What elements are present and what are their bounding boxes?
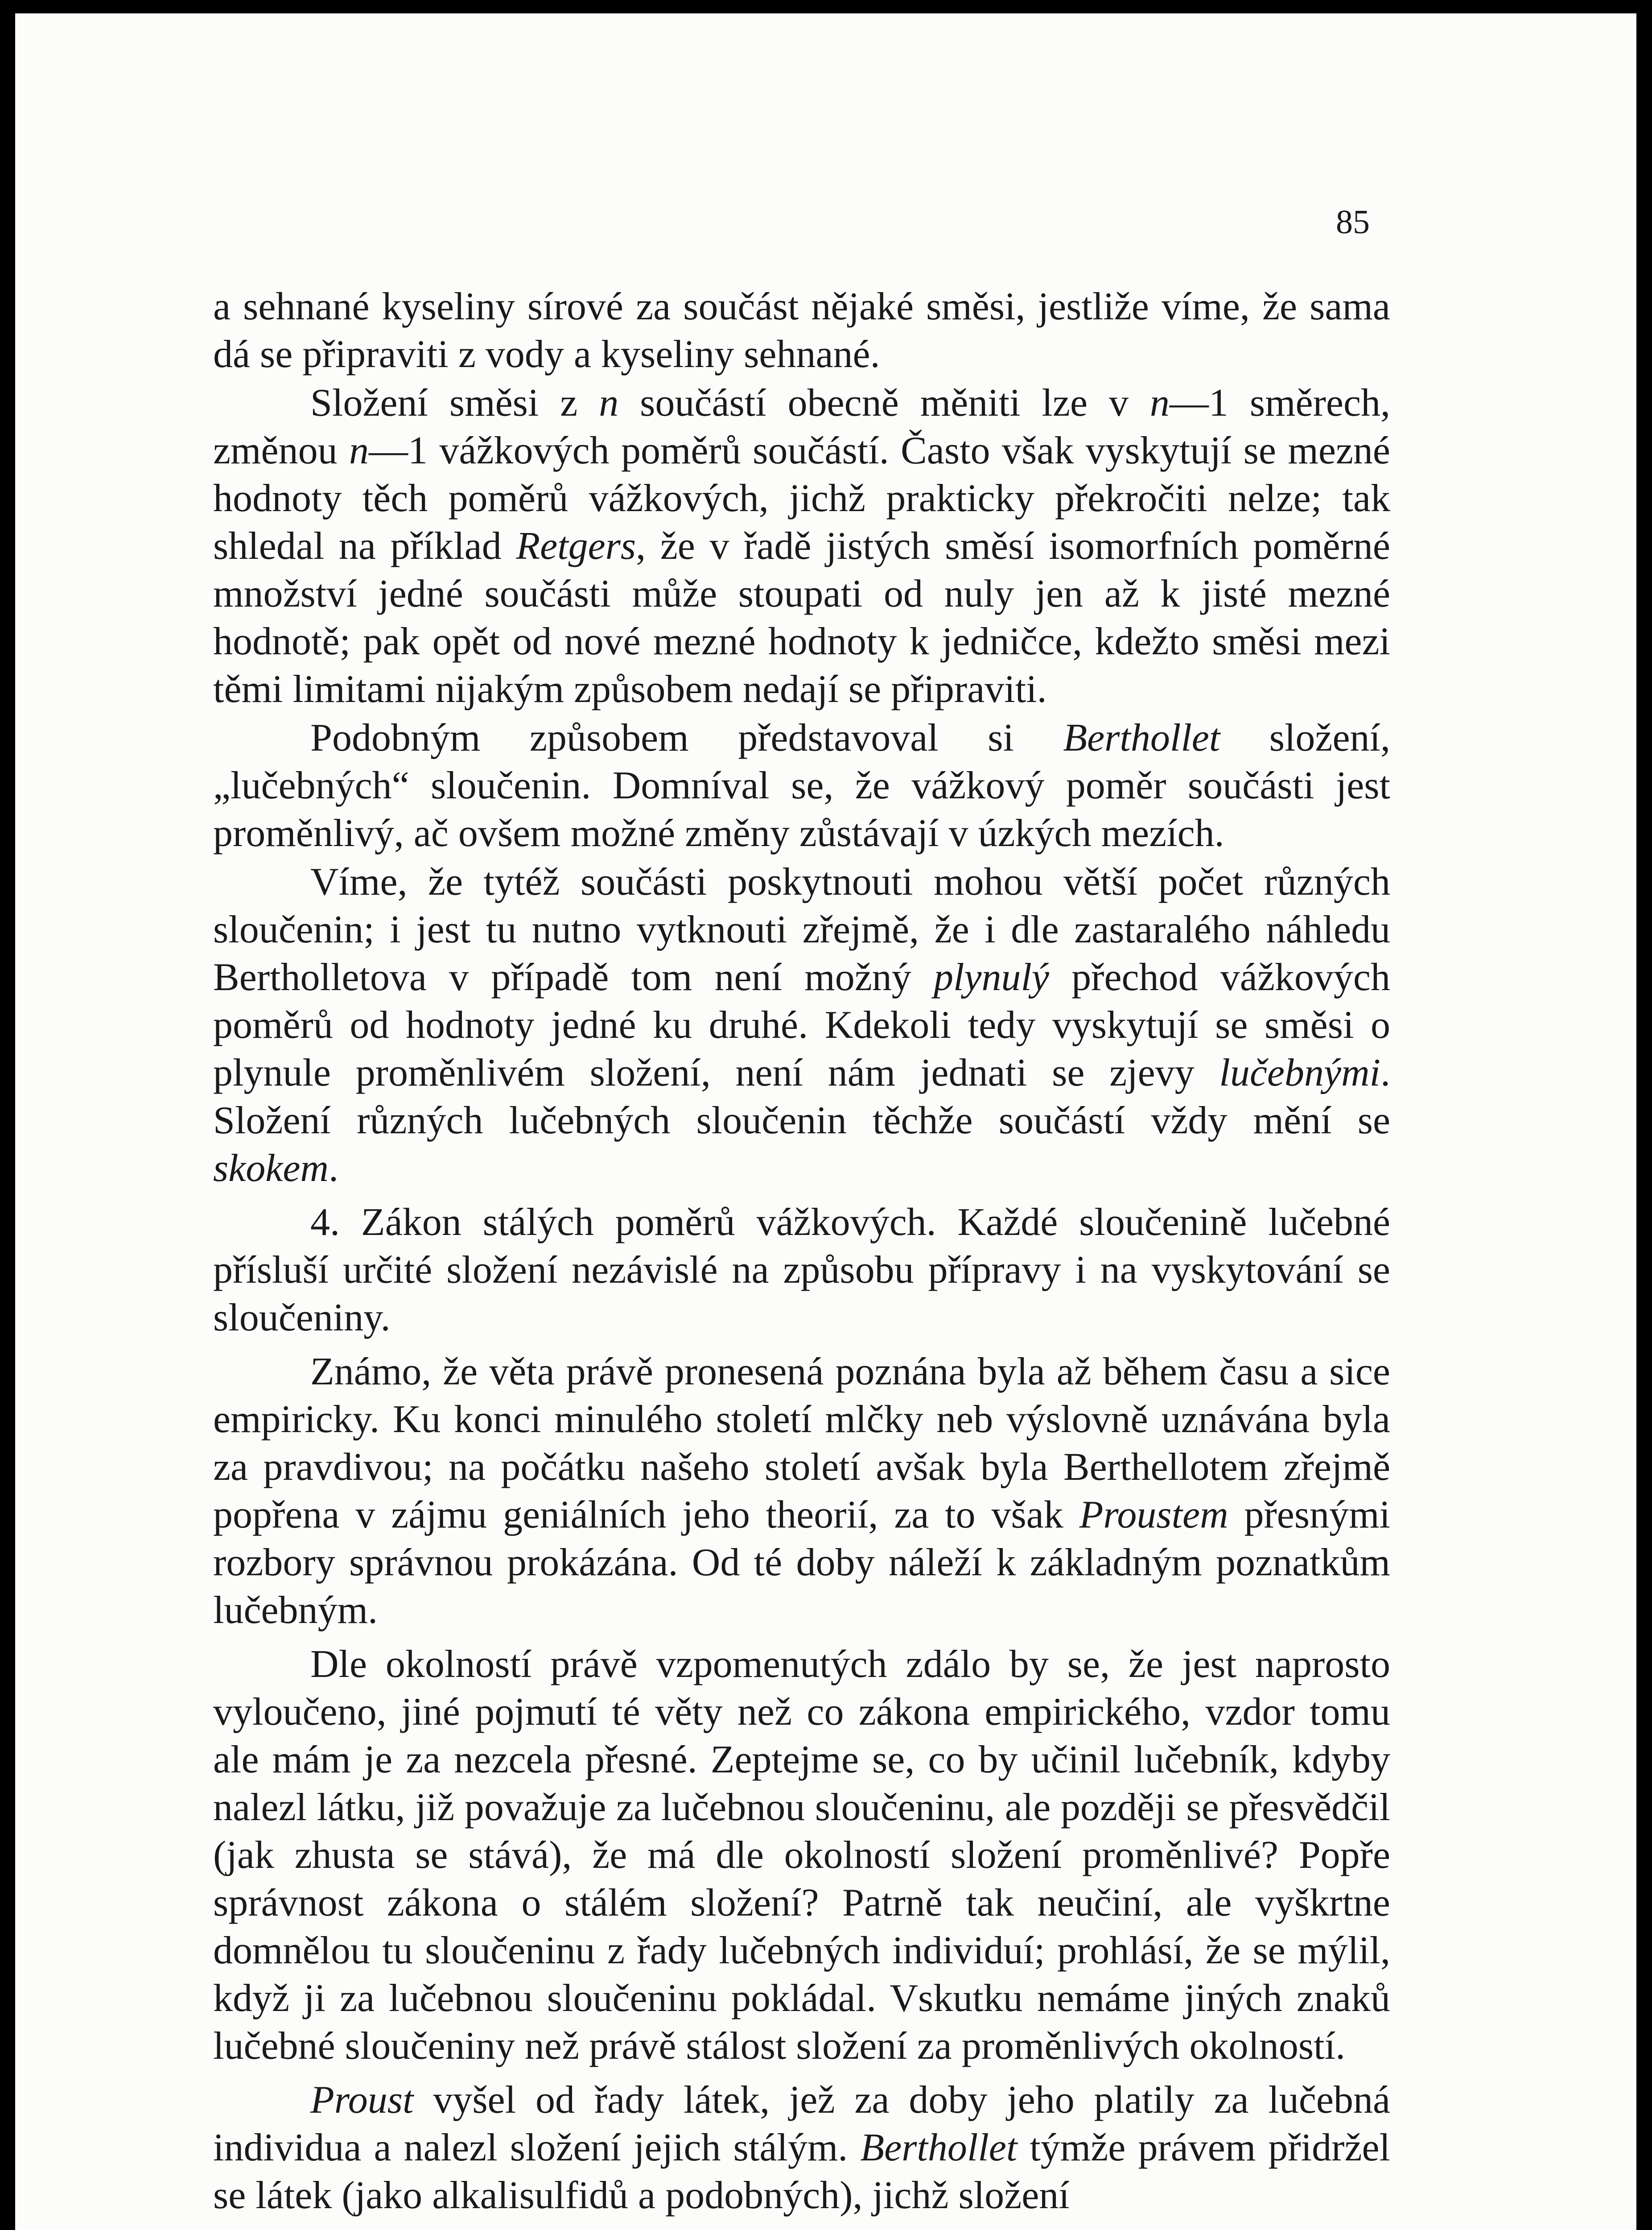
paragraph-1	[213, 283, 1390, 378]
italic-name: Retgers	[516, 524, 636, 568]
text-span: přechod vážkových poměrů od hodnoty jedné ku druhé. Kdekoli tedy vyskytují se směsi o plynule proměnlivém složení, není nám jednati se zjevy	[213, 956, 1390, 1094]
text-span: týmže právem přidržel se látek (jako alkalisulfidů a podobných), jichž složení	[213, 2126, 1391, 2217]
italic-variable: n	[349, 429, 369, 472]
text-span: 4. Zákon stálých poměrů vážkových. Každé sloučenině lučebné přísluší určité složení nezávislé na způsobu přípravy i na vyskytování se sloučeniny.	[213, 1201, 1390, 1339]
text-span: vyšel od řady látek, jež za doby jeho platily za lučebná individua a nalezl složení jejich stálým.	[213, 2078, 1390, 2169]
text-span: Známo, že věta právě pronesená poznána byla až během času a sice empiricky. Ku konci minulého století mlčky neb výslovně uznávána byla za pravdivou; na počátku našeho století avšak byla Berthellotem zřejmě popřena v zájmu geniálních jeho theorií, za to však	[213, 1350, 1390, 1536]
paragraph-4	[213, 858, 1390, 1192]
text-span: přesnými rozbory správnou prokázána. Od té doby náleží k základným poznatkům lučebným.	[213, 1493, 1390, 1632]
italic-name: Proust	[310, 2078, 414, 2122]
text-span: , že v řadě jistých směsí isomorfních poměrné množství jedné součásti může stoupati od nuly jen až k jisté mezné hodnotě; pak opět od nové mezné hodnoty k jedničce, kdežto směsi mezi těmi limitami nijakým způsobem nedají se připraviti.	[213, 524, 1390, 711]
text-span: —1 směrech, změnou	[213, 381, 1391, 472]
text-span: složení, „lučebných“ sloučenin. Domníval se, že vážkový poměr součásti jest proměnlivý, ač ovšem možné změny zůstávají v úzkých mezích.	[213, 716, 1390, 855]
paragraph-5-law-heading	[213, 1198, 1390, 1342]
italic-name: Berthollet	[860, 2126, 1018, 2169]
italic-variable: n	[599, 381, 619, 425]
italic-variable: n	[1149, 381, 1170, 425]
text-span: Podobným způsobem představoval si	[310, 716, 1063, 760]
text-span: Složení směsi z	[310, 381, 599, 425]
italic-term: lučebnými	[1219, 1051, 1380, 1094]
text-span: součástí obecně měniti lze v	[618, 381, 1150, 425]
text-span: a sehnané kyseliny sírové za součást nějaké směsi, jestliže víme, že sama dá se připraviti z vody a kyseliny sehnané.	[213, 285, 1390, 376]
paragraph-7	[213, 1640, 1390, 2070]
italic-term: plynulý	[933, 956, 1049, 999]
paragraph-3	[213, 714, 1390, 857]
text-span: Dle okolností právě vzpomenutých zdálo by se, že jest naprosto vyloučeno, jiné pojmutí té věty než co zákona empirického, vzdor tomu ale mám je za nezcela přesné. Zeptejme se, co by učinil lučebník, kdyby nalezl látku, již považuje za lučebnou sloučeninu, ale později se přesvědčil (jak zhusta se stává), že má dle okolností složení proměnlivé? Popře správnost zákona o stálém složení? Patrně tak neučiní, ale vyškrtne domnělou tu sloučeninu z řady lučebných individuí; prohlásí, že se mýlil, když ji za lučebnou sloučeninu pokládal. Vskutku nemáme jiných znaků lučebné sloučeniny než právě stálost složení za proměnlivých okolností.	[213, 1643, 1390, 2068]
text-span: —1 vážkových poměrů součástí. Často však vyskytují se mezné hodnoty těch poměrů vážkových, jichž prakticky překročiti nelze; tak shledal na příklad	[213, 429, 1390, 568]
text-body	[213, 283, 1390, 2220]
text-span: .	[328, 1147, 338, 1190]
paragraph-8	[213, 2076, 1390, 2219]
paragraph-2	[213, 379, 1390, 713]
paragraph-6	[213, 1348, 1390, 1634]
book-page	[15, 13, 1636, 2230]
text-span: . Složení různých lučebných sloučenin těchže součástí vždy mění se	[213, 1051, 1390, 1142]
page-number: 85	[1336, 203, 1370, 241]
italic-name: Proustem	[1079, 1493, 1228, 1536]
italic-term: skokem	[213, 1147, 329, 1190]
text-span: Víme, že tytéž součásti poskytnouti mohou větší počet různých sloučenin; i jest tu nutno vytknouti zřejmě, že i dle zastaralého náhledu Bertholletova v případě tom není možný	[213, 860, 1390, 999]
italic-name: Berthollet	[1063, 716, 1220, 760]
